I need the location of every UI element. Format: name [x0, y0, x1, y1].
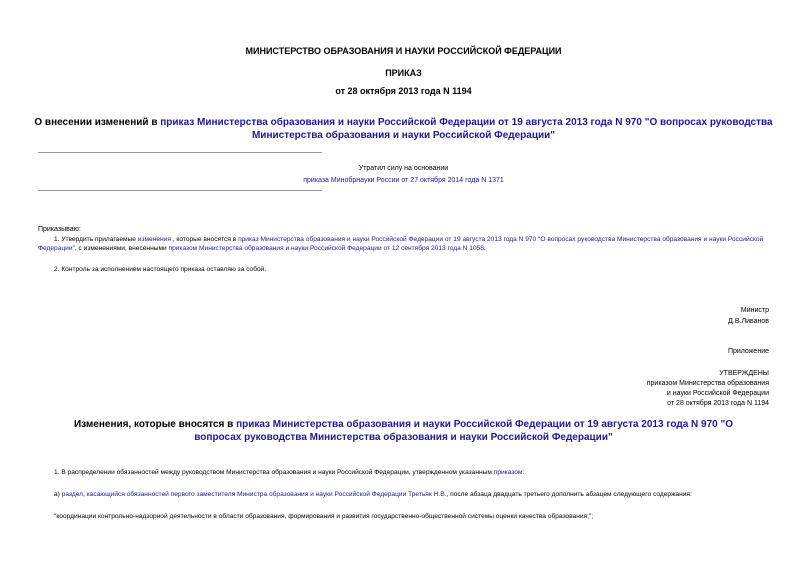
- pa-text: , после абзаца двадцать третьего дополнить абзацем следующего содержания:: [446, 491, 692, 498]
- changes-title: [50, 418, 757, 444]
- appendix-approved: УТВЕРЖДЕНЫ: [719, 370, 769, 377]
- changes-title-prefix: Изменения, которые вносятся в: [73, 419, 237, 430]
- changes-paragraph-1: [54, 468, 524, 477]
- appendix-line-2: и науки Российской Федерации: [666, 390, 769, 397]
- doc-date: от 28 октября 2013 года N 1194: [335, 86, 472, 96]
- changes-title-link[interactable]: приказ Министерства образования и науки Российской Федерации от 19 августа 2013 года N 970 "О вопросах руководства Министерства образования и науки Российской Федерации": [194, 419, 734, 443]
- signature-name: Д.В.Ливанов: [728, 318, 769, 325]
- document-title: [30, 116, 777, 142]
- doc-type-heading: ПРИКАЗ: [385, 68, 422, 78]
- item1-text-1: 1. Утвердить прилагаемые: [54, 236, 138, 243]
- p1-link[interactable]: приказом: [493, 469, 523, 476]
- changes-paragraph-a: [54, 490, 692, 499]
- ministry-heading: МИНИСТЕРСТВО ОБРАЗОВАНИЯ И НАУКИ РОССИЙСКОЙ ФЕДЕРАЦИИ: [245, 46, 562, 56]
- status-note: Утратил силу на основании: [358, 165, 449, 172]
- item1-text-4: .: [483, 245, 486, 252]
- pa-prefix: а): [54, 491, 62, 498]
- item1-link-changes[interactable]: изменения: [137, 236, 171, 243]
- divider-bottom: [38, 190, 322, 191]
- item1-text-3: , с изменениями, внесенными: [74, 245, 169, 252]
- item1-text-2: , которые вносятся в: [170, 236, 239, 243]
- item1-link-order-970[interactable]: приказ Министерства образования и науки Российской Федерации от 19 августа 2013 года N 970 "О вопросах руководства Министерства образования и науки Российской Федерации": [38, 236, 764, 252]
- p1-end: :: [522, 469, 525, 476]
- appendix-line-3: от 28 октября 2013 года N 1194: [667, 400, 769, 407]
- title-prefix: О внесении изменений в: [34, 117, 161, 128]
- divider-top: [38, 152, 322, 153]
- p1-text: 1. В распределении обязанностей между руководством Министерства образования и науки Российской Федерации, утвержденном указанным: [54, 469, 494, 476]
- signature-position: Министр: [740, 307, 769, 314]
- appendix-line-1: приказом Министерства образования: [646, 380, 769, 387]
- order-item-1: [38, 235, 771, 253]
- item1-link-order-1058[interactable]: приказом Министерства образования и науки Российской Федерации от 12 сентября 2013 года N 1058: [168, 245, 484, 252]
- status-link[interactable]: приказа Минобрнауки России от 27 октября 2014 года N 1371: [303, 177, 504, 184]
- title-link[interactable]: приказ Министерства образования и науки Российской Федерации от 19 августа 2013 года N 970 "О вопросах руководства Министерства образования и науки Российской Федерации": [160, 117, 773, 141]
- appendix-label: Приложение: [727, 348, 769, 355]
- order-word: Приказываю:: [38, 226, 81, 233]
- changes-quote: "координации контрольно-надзорной деятельности в области образования, формирования и развития государственно-общественной системы оценки качества образования;";: [54, 513, 594, 520]
- pa-link[interactable]: раздел, касающийся обязанностей первого заместителя Министра образования и науки Российской Федерации Третьяк Н.В.: [61, 491, 447, 498]
- order-item-2: 2. Контроль за исполнением настоящего приказа оставляю за собой.: [54, 266, 267, 273]
